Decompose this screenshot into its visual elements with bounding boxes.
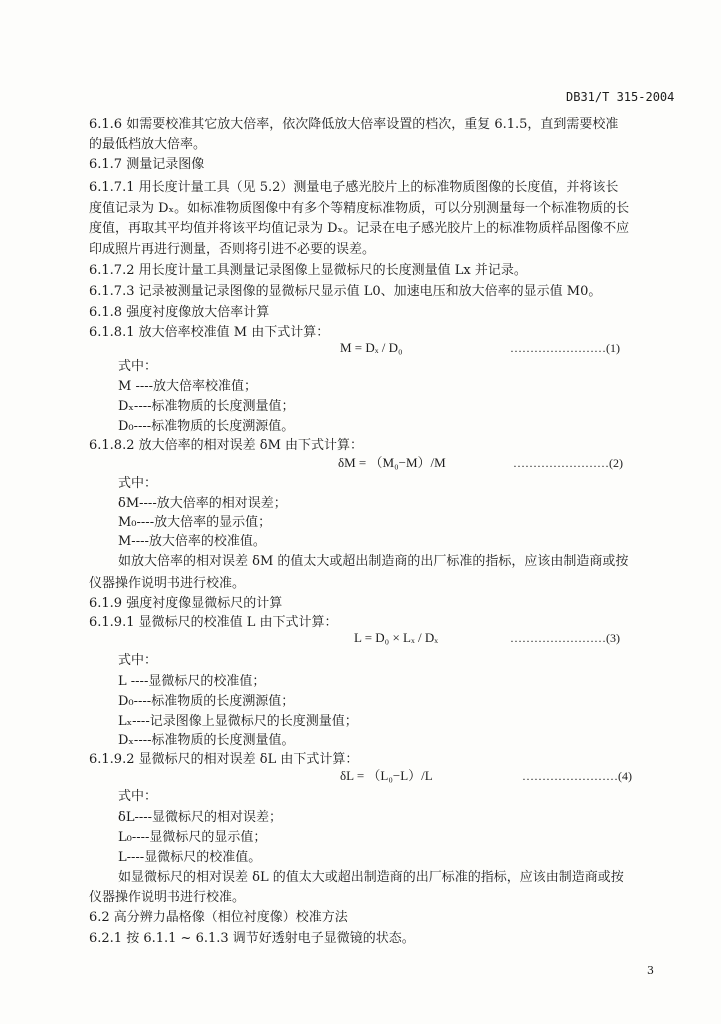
text-line: 式中： xyxy=(118,789,158,804)
document-code: DB31/T 315-2004 xyxy=(566,90,675,104)
text-line: 度值，再取其平均值并将该平均值记录为 Dₓ。记录在电子感光胶片上的标准物质样品图像不应 xyxy=(89,221,630,236)
definition-line: M ----放大倍率校准值； xyxy=(118,379,258,394)
text-line: 6.1.7.1 用长度计量工具（见 5.2）测量电子感光胶片上的标准物质图像的长度值，并将该长 xyxy=(89,180,619,195)
definition-line: L ----显微标尺的校准值； xyxy=(118,674,266,689)
formula-3-number: ……………………(3) xyxy=(510,631,620,645)
definition-line: Dₓ----标准物质的长度测量值； xyxy=(118,399,295,414)
text-line: 仪器操作说明书进行校准。 xyxy=(89,576,246,591)
section-heading: 6.1.7 测量记录图像 xyxy=(89,157,205,172)
section-heading: 6.2 高分辨力晶格像（相位衬度像）校准方法 xyxy=(89,910,348,925)
section-heading: 6.1.9 强度衬度像显微标尺的计算 xyxy=(89,596,283,611)
text-line: 式中： xyxy=(118,359,158,374)
text-line: 6.1.8.2 放大倍率的相对误差 δM 由下式计算： xyxy=(89,438,364,453)
formula-4-number: ……………………(4) xyxy=(522,769,632,783)
formula-1-number: ……………………(1) xyxy=(510,341,620,355)
text-line: 印成照片再进行测量，否则将引进不必要的误差。 xyxy=(89,242,376,257)
definition-line: D₀----标准物质的长度溯源值； xyxy=(118,694,295,709)
definition-line: M----放大倍率的校准值。 xyxy=(118,534,266,549)
definition-line: δM----放大倍率的相对误差； xyxy=(118,496,287,511)
text-line: 的最低档放大倍率。 xyxy=(89,137,207,152)
formula-2-number: ……………………(2) xyxy=(513,456,623,470)
text-line: 6.1.9.2 显微标尺的相对误差 δL 由下式计算： xyxy=(89,752,359,767)
text-line: 6.1.9.1 显微标尺的校准值 L 由下式计算： xyxy=(89,615,338,630)
formula-4: δL = （L₀−L）/L xyxy=(340,768,433,783)
text-line: 如显微标尺的相对误差 δL 的值太大或超出制造商的出厂标准的指标，应该由制造商或按 xyxy=(118,870,624,885)
definition-line: D₀----标准物质的长度溯源值。 xyxy=(118,419,295,434)
text-line: 6.1.8.1 放大倍率校准值 M 由下式计算： xyxy=(89,325,330,340)
definition-line: M₀----放大倍率的显示值； xyxy=(118,515,272,530)
definition-line: δL----显微标尺的相对误差； xyxy=(118,810,283,825)
definition-line: L----显微标尺的校准值。 xyxy=(118,850,262,865)
text-line: 度值记录为 Dₓ。如标准物质图像中有多个等精度标准物质，可以分别测量每一个标准物质的长 xyxy=(89,201,630,216)
formula-2: δM = （M₀−M）/M xyxy=(338,455,446,470)
definition-line: Lₓ----记录图像上显微标尺的长度测量值； xyxy=(118,714,358,729)
text-line: 6.1.7.2 用长度计量工具测量记录图像上显微标尺的长度测量值 Lx 并记录。 xyxy=(89,263,527,278)
text-line: 式中： xyxy=(118,476,158,491)
text-line: 6.1.6 如需要校准其它放大倍率，依次降低放大倍率设置的档次，重复 6.1.5，直到需要校准 xyxy=(89,117,619,132)
formula-1: M = Dₓ / D₀ xyxy=(340,340,403,355)
text-line: 如放大倍率的相对误差 δM 的值太大或超出制造商的出厂标准的指标，应该由制造商或按 xyxy=(118,554,629,569)
text-line: 式中： xyxy=(118,653,158,668)
text-line: 仪器操作说明书进行校准。 xyxy=(89,890,246,905)
page-number: 3 xyxy=(647,964,654,977)
text-line: 6.2.1 按 6.1.1 ~ 6.1.3 调节好透射电子显微镜的状态。 xyxy=(89,931,415,946)
definition-line: Dₓ----标准物质的长度测量值。 xyxy=(118,733,295,748)
formula-3: L = D₀ × Lₓ / Dₓ xyxy=(354,630,439,645)
text-line: 6.1.7.3 记录被测量记录图像的显微标尺显示值 L0、加速电压和放大倍率的显示值 M0。 xyxy=(89,284,602,299)
definition-line: L₀----显微标尺的显示值； xyxy=(118,830,267,845)
section-heading: 6.1.8 强度衬度像放大倍率计算 xyxy=(89,305,270,320)
